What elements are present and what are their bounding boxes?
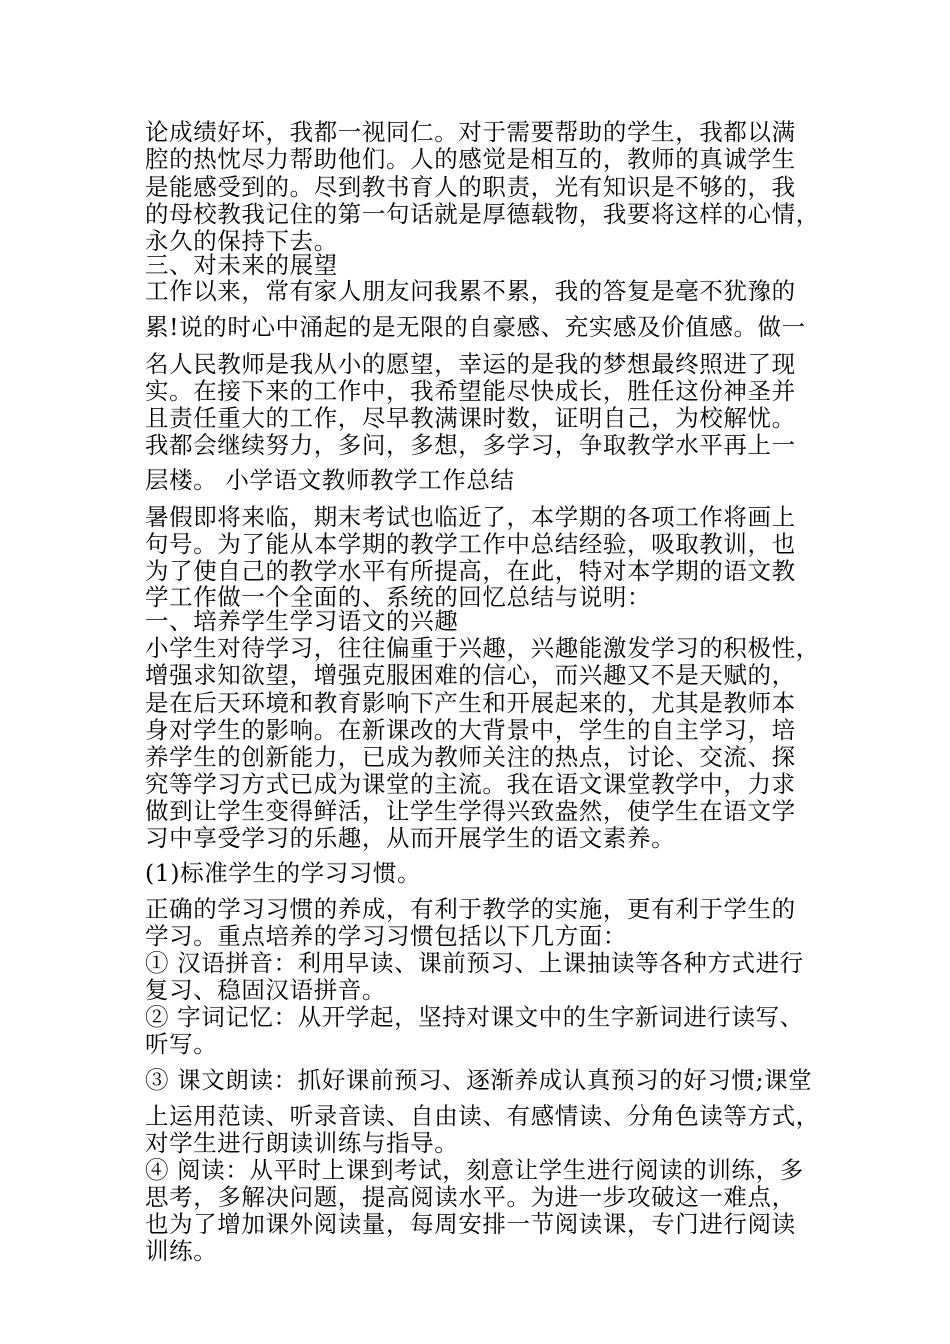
list-item: ① 汉语拼音：利用早读、课前预习、上课抽读等各种方式进行	[145, 949, 804, 977]
text-line: 句号。为了能从本学期的教学工作中总结经验，吸取教训，也	[145, 530, 796, 558]
text-line: 我都会继续努力，多问，多想，多学习，争取教学水平再上一	[145, 431, 796, 459]
text-line: 是在后天环境和教育影响下产生和开展起来的，尤其是教师本	[145, 689, 796, 717]
text-line: 增强求知欲望，增强克服困难的信心，而兴趣又不是天赋的，	[145, 661, 796, 689]
text-line: 层楼。 小学语文教师教学工作总结	[145, 466, 515, 494]
text-line: 永久的保持下去。	[145, 227, 338, 255]
text-line: 思考，多解决问题，提高阅读水平。为进一步攻破这一难点，	[145, 1183, 796, 1211]
text-line: 且责任重大的工作，尽早教满课时数，证明自己，为校解忧。	[145, 404, 796, 432]
text-line: 做到让学生变得鲜活，让学生学得兴致盎然，使学生在语文学	[145, 797, 796, 825]
text-line: 小学生对待学习，往往偏重于兴趣，兴趣能激发学习的积极性，	[145, 634, 820, 662]
text-line: 是能感受到的。尽到教书育人的职责，光有知识是不够的，我	[145, 173, 796, 201]
text-line: 身对学生的影响。在新课改的大背景中，学生的自主学习，培	[145, 716, 796, 744]
text-line: 腔的热忱尽力帮助他们。人的感觉是相互的，教师的真诚学生	[145, 145, 796, 173]
text-line: 养学生的创新能力，已成为教师关注的热点，讨论、交流、探	[145, 743, 796, 771]
text-line: 复习、稳固汉语拼音。	[145, 976, 386, 1004]
text-line: 名人民教师是我从小的愿望，幸运的是我的梦想最终照进了现	[145, 350, 796, 378]
subsection-heading: (1)标准学生的学习习惯。	[145, 859, 422, 887]
text-line: 对学生进行朗读训练与指导。	[145, 1129, 459, 1157]
list-item: ② 字词记忆：从开学起，坚持对课文中的生字新词进行读写、	[145, 1003, 804, 1031]
text-line: 暑假即将来临，期末考试也临近了，本学期的各项工作将画上	[145, 503, 796, 531]
text-line: 听写。	[145, 1030, 218, 1058]
text-line: 累!说的时心中涌起的是无限的自豪感、充实感及价值感。做一	[145, 313, 806, 341]
text-line: 习中享受学习的乐趣，从而开展学生的语文素养。	[145, 824, 676, 852]
text-line: 上运用范读、听录音读、自由读、有感情读、分角色读等方式，	[145, 1102, 820, 1130]
text-line: 实。在接下来的工作中，我希望能尽快成长，胜任这份神圣并	[145, 377, 796, 405]
text-line: 训练。	[145, 1237, 218, 1265]
text-line: 学工作做一个全面的、系统的回忆总结与说明：	[145, 583, 652, 611]
text-line: 也为了增加课外阅读量，每周安排一节阅读课，专门进行阅读	[145, 1210, 796, 1238]
text-line: 论成绩好坏，我都一视同仁。对于需要帮助的学生，我都以满	[145, 118, 796, 146]
text-line: 正确的学习习惯的养成，有利于教学的实施，更有利于学生的	[145, 895, 796, 923]
section-heading: 一、培养学生学习语文的兴趣	[145, 607, 459, 635]
text-line: 为了使自己的教学水平有所提高，在此，特对本学期的语文教	[145, 557, 796, 585]
text-line: 工作以来，常有家人朋友问我累不累，我的答复是毫不犹豫的	[145, 277, 796, 305]
section-heading: 三、对未来的展望	[145, 251, 338, 279]
list-item: ④ 阅读：从平时上课到考试，刻意让学生进行阅读的训练，多	[145, 1156, 804, 1184]
text-line: 究等学习方式已成为课堂的主流。我在语文课堂教学中，力求	[145, 770, 796, 798]
text-line: 的母校教我记住的第一句话就是厚德载物，我要将这样的心情，	[145, 200, 820, 228]
text-line: 学习。重点培养的学习习惯包括以下几方面：	[145, 922, 627, 950]
list-item: ③ 课文朗读：抓好课前预习、逐渐养成认真预习的好习惯;课堂	[145, 1066, 813, 1094]
